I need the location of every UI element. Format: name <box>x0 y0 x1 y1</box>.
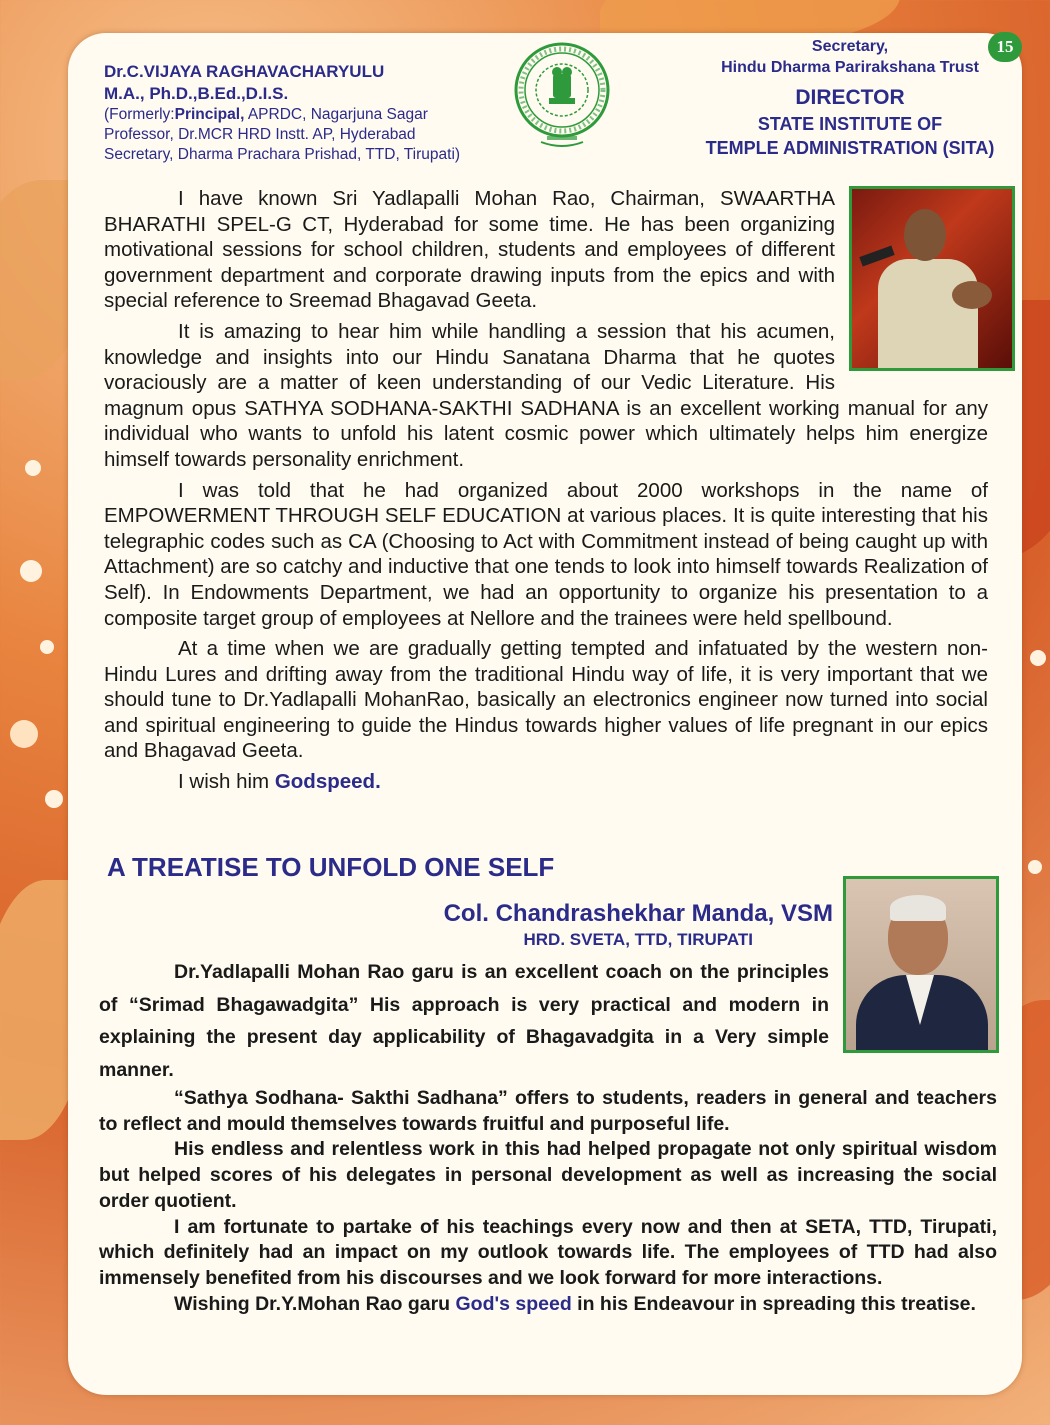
letter-one-closing: I wish him Godspeed. <box>178 770 381 794</box>
letter-one-paragraph: At a time when we are gradually getting tempted and infatuated by the western non-Hindu Lures and drifting away from the traditional Hindu way of life, it is very important that we should tune to Dr.Yadlapalli MohanRao, basically an electronics engineer now turned into social and spiritual engineering to guide the Hindus towards higher values of life pregnant in our epics and Bhagavad Geeta. <box>104 637 988 763</box>
header-right <box>660 36 1040 160</box>
letter-one-paragraph: I have known Sri Yadlapalli Mohan Rao, Chairman, SWAARTHA BHARATHI SPEL-G CT, Hyderabad for some time. He has been organizing motivational sessions for school children, students and employees of different government department and corporate drawing inputs from the epics and with special reference to Sreemad Bhagavad Geeta. <box>104 187 835 313</box>
letter-two-paragraph: “Sathya Sodhana- Sakthi Sadhana” offers to students, readers in general and teachers to reflect and mould themselves towards fruitful and purposeful life. <box>99 1087 997 1135</box>
letter-one-body <box>104 186 988 800</box>
letter-two-author-block <box>330 898 833 950</box>
speaker-photo <box>849 186 1015 371</box>
header-left <box>104 61 544 165</box>
institute-line1: STATE INSTITUTE OF <box>757 114 943 134</box>
page-number-badge: 15 <box>988 32 1022 62</box>
letter-two-paragraph: I am fortunate to partake of his teachings every now and then at SETA, TTD, Tirupati, which definitely had an impact on my outlook towards life. The employees of TTD had also immensely benefited from his discourses and we look forward for more interactions. <box>99 1215 997 1289</box>
author-secretary-line: Secretary, Dharma Prachara Prishad, TTD, Tirupati) <box>104 146 461 163</box>
trust-name: Hindu Dharma Parirakshana Trust <box>721 59 979 76</box>
letter-two-closing: Wishing Dr.Y.Mohan Rao garu God's speed in his Endeavour in spreading this treatise. <box>174 1292 976 1315</box>
author-name: Dr.C.VIJAYA RAGHAVACHARYULU <box>104 62 385 81</box>
letter-one-paragraph: I was told that he had organized about 2000 workshops in the name of EMPOWERMENT THROUGH SELF EDUCATION at various places. It is quite interesting that his telegraphic codes such as CA (Choosing to Act with Commitment instead of being caught up with Attachment) are so catchy and inductive that one tends to look into himself towards Realization of Self). In Endowments Department, we had an opportunity to organize his presentation to a composite target group of employees at Nellore and the trainees were held spellbound. <box>104 478 988 630</box>
letter-two-body <box>99 956 997 1317</box>
letter-two-paragraph: Dr.Yadlapalli Mohan Rao garu is an excellent coach on the principles of “Srimad Bhagawadgita” His approach is very practical and modern in explaining the present day applicability of Bhagavadgita in a Very simple manner. <box>99 961 829 1081</box>
section-title: A TREATISE TO UNFOLD ONE SELF <box>107 852 555 882</box>
author-professor-line: Professor, Dr.MCR HRD Instt. AP, Hyderabad <box>104 126 416 143</box>
letter-two-author-name: Col. Chandrashekhar Manda, VSM <box>443 900 833 927</box>
author-degrees: M.A., Ph.D.,B.Ed.,D.I.S. <box>104 84 289 103</box>
director-title: DIRECTOR <box>795 86 905 109</box>
secretary-title: Secretary, <box>811 38 889 55</box>
andhra-pradesh-emblem-logo <box>511 40 613 152</box>
letter-one-paragraph: It is amazing to hear him while handling a session that his acumen, knowledge and insights into our Hindu Sanatana Dharma that he quotes voraciously are a matter of keen understanding of our Vedic Literature. His magnum opus SATHYA SODHANA-SAKTHI SADHANA is an excellent working manual for any individual who wants to unfold his latent cosmic power which ultimately helps him energize himself towards personality enrichment. <box>104 319 988 471</box>
institute-line2: TEMPLE ADMINISTRATION (SITA) <box>705 138 995 158</box>
author-former-line: (Formerly:Principal, APRDC, Nagarjuna Sagar <box>104 106 428 123</box>
letter-two-paragraph: His endless and relentless work in this had helped propagate not only spiritual wisdom but helped scores of his delegates in personal development as well as increasing the social order quotient. <box>99 1138 997 1212</box>
letter-two-author-org: HRD. SVETA, TTD, TIRUPATI <box>523 930 753 949</box>
